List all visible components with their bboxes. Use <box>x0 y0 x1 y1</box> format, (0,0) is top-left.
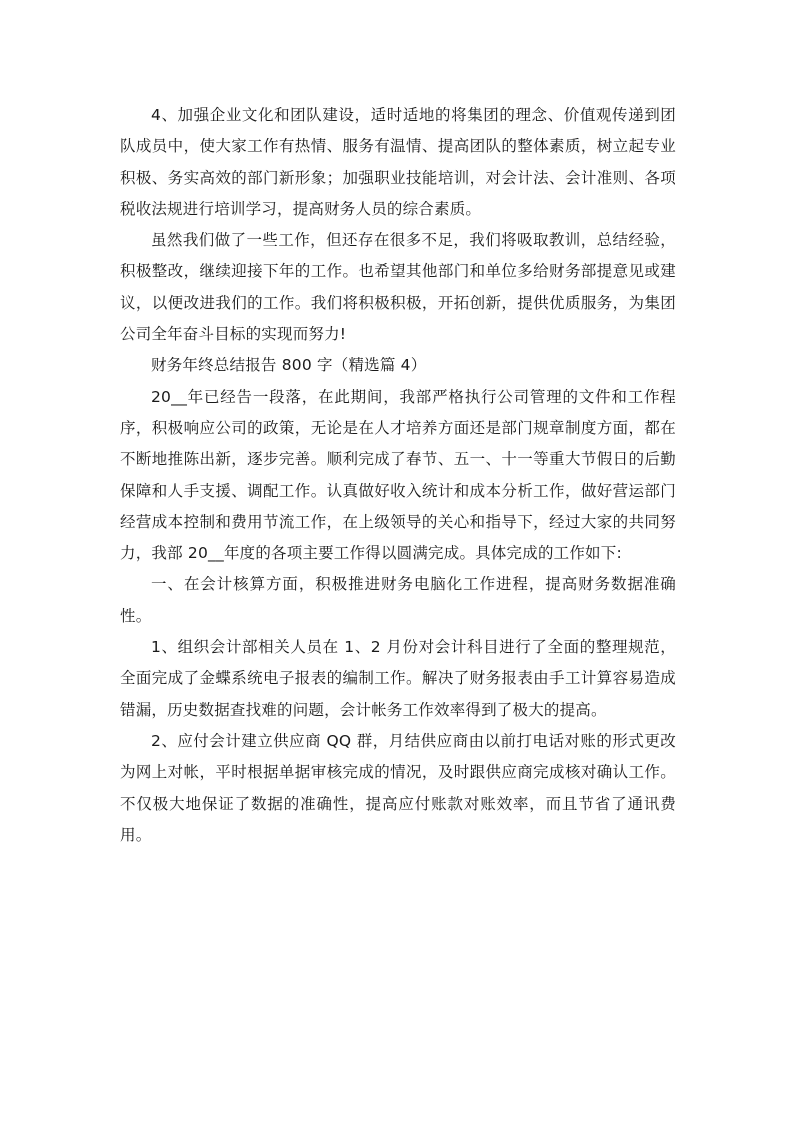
section-heading: 财务年终总结报告 800 字（精选篇 4） <box>151 356 427 375</box>
paragraph-item-1: 1、组织会计部相关人员在 1、2 月份对会计科目进行了全面的整理规范，全面完成了金蝶系统电子报表的编制工作。解决了财务报表由手工计算容易造成错漏，历史数据查找难的问题，会计帐务工作效率得到了极大的提高。 <box>120 638 676 719</box>
paragraph-accounting-section: 一、在会计核算方面，积极推进财务电脑化工作进程，提高财务数据准确性。 <box>120 575 676 625</box>
paragraph-summary-improvement: 虽然我们做了一些工作，但还存在很多不足，我们将吸取教训，总结经验，积极整改，继续迎接下年的工作。也希望其他部门和单位多给财务部提意见或建议，以便改进我们的工作。我们将积极积极，开拓创新，提供优质服务，为集团公司全年奋斗目标的实现而努力! <box>120 231 676 344</box>
paragraph-culture-team: 4、加强企业文化和团队建设，适时适地的将集团的理念、价值观传递到团队成员中，使大家工作有热情、服务有温情、提高团队的整体素质，树立起专业积极、务实高效的部门新形象；加强职业技能培训，对会计法、会计准则、各项税收法规进行培训学习，提高财务人员的综合素质。 <box>120 106 676 218</box>
paragraph-item-2: 2、应付会计建立供应商 QQ 群，月结供应商由以前打电话对账的形式更改为网上对帐，平时根据单据审核完成的情况，及时跟供应商完成核对确认工作。不仅极大地保证了数据的准确性，提高应付账款对账效率，而且节省了通讯费用。 <box>120 731 676 844</box>
document-body <box>120 100 676 851</box>
paragraph-year-overview: 20__年已经告一段落，在此期间，我部严格执行公司管理的文件和工作程序，积极响应公司的政策，无论是在人才培养方面还是部门规章制度方面，都在不断地推陈出新，逐步完善。顺利完成了春节、五一、十一等重大节假日的后勤保障和人手支援、调配工作。认真做好收入统计和成本分析工作，做好营运部门经营成本控制和费用节流工作，在上级领导的关心和指导下，经过大家的共同努力，我部 20__年度的各项主要工作得以圆满完成。具体完成的工作如下: <box>120 387 676 563</box>
